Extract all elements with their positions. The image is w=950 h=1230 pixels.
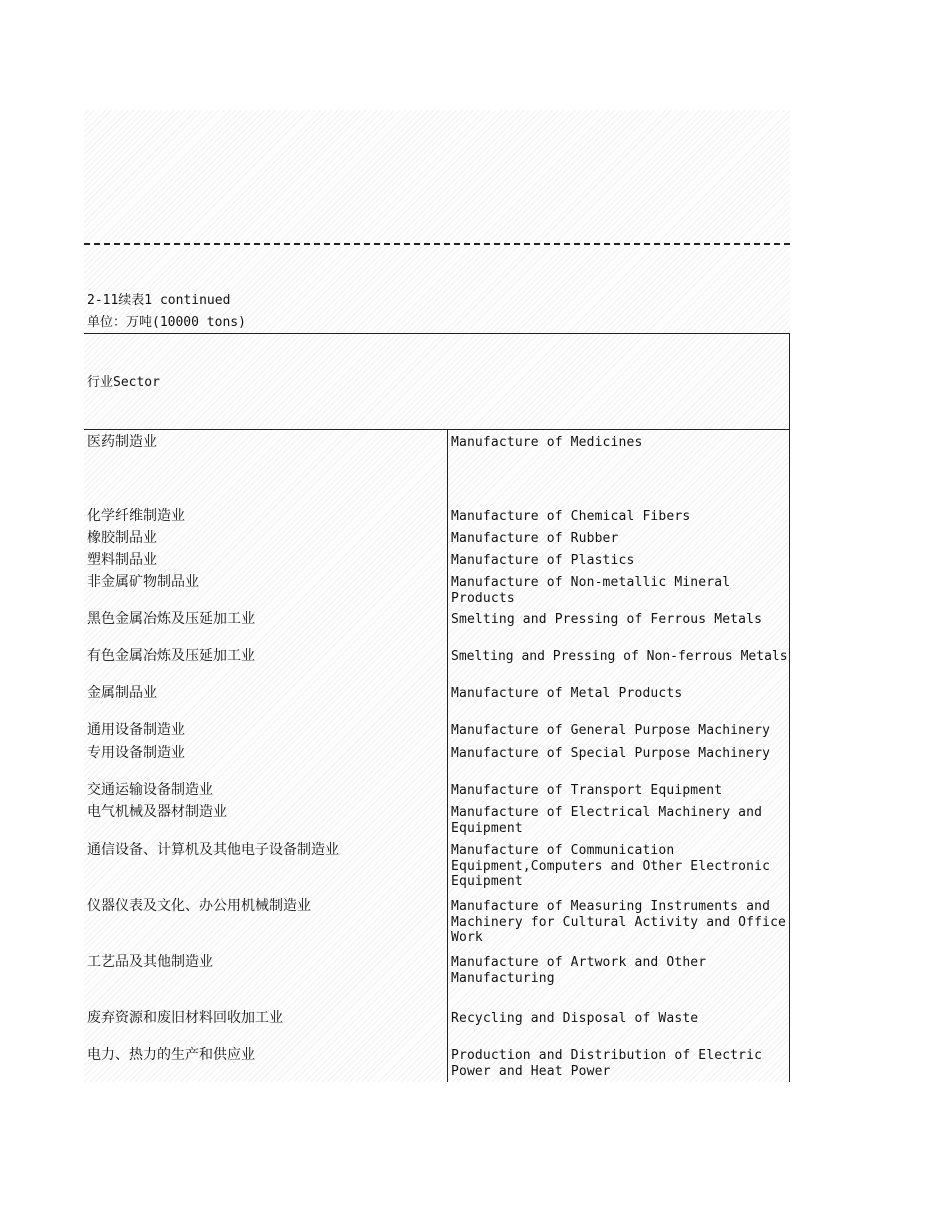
row-en: Manufacture of Non-metallic Mineral Products <box>451 575 731 606</box>
page-break-line <box>84 243 790 245</box>
row-en: Manufacture of Measuring Instruments and Machinery for Cultural Activity and Office Work <box>451 899 787 945</box>
row-zh: 黑色金属冶炼及压延加工业 <box>87 611 255 627</box>
row-zh: 专用设备制造业 <box>87 745 185 761</box>
row-en: Production and Distribution of Electric Power and Heat Power <box>451 1048 763 1079</box>
row-zh: 化学纤维制造业 <box>87 508 185 524</box>
row-zh: 通用设备制造业 <box>87 722 185 738</box>
table-title: 2-11续表1 continued <box>87 293 231 308</box>
row-zh: 仪器仪表及文化、办公用机械制造业 <box>87 898 311 914</box>
table-unit: 单位：万吨(10000 tons) <box>87 315 246 330</box>
table-header <box>84 333 790 430</box>
row-en: Recycling and Disposal of Waste <box>451 1011 699 1026</box>
row-zh: 橡胶制品业 <box>87 530 157 546</box>
row-zh: 电力、热力的生产和供应业 <box>87 1047 255 1063</box>
row-zh: 电气机械及器材制造业 <box>87 804 227 820</box>
row-en: Manufacture of Electrical Machinery and Equipment <box>451 805 763 836</box>
row-zh: 通信设备、计算机及其他电子设备制造业 <box>87 842 339 858</box>
row-en: Manufacture of Rubber <box>451 531 619 546</box>
row-zh: 医药制造业 <box>87 434 157 450</box>
header-sector-label: 行业Sector <box>87 375 160 390</box>
row-en: Manufacture of Transport Equipment <box>451 783 723 798</box>
row-zh: 工艺品及其他制造业 <box>87 954 213 970</box>
row-en: Manufacture of Artwork and Other Manufacturing <box>451 955 707 986</box>
row-en: Manufacture of Special Purpose Machinery <box>451 746 771 761</box>
row-en: Manufacture of Metal Products <box>451 686 683 701</box>
row-en: Smelting and Pressing of Non-ferrous Metals <box>451 649 788 664</box>
row-zh: 交通运输设备制造业 <box>87 782 213 798</box>
row-en: Manufacture of Communication Equipment,Computers and Other Electronic Equipment <box>451 843 771 889</box>
row-en: Smelting and Pressing of Ferrous Metals <box>451 612 763 627</box>
row-en: Manufacture of Medicines <box>451 435 643 450</box>
row-zh: 金属制品业 <box>87 685 157 701</box>
row-zh: 废弃资源和废旧材料回收加工业 <box>87 1010 283 1026</box>
row-zh: 有色金属冶炼及压延加工业 <box>87 648 255 664</box>
row-en: Manufacture of Plastics <box>451 553 635 568</box>
column-divider <box>447 430 448 1082</box>
row-zh: 塑料制品业 <box>87 552 157 568</box>
row-zh: 非金属矿物制品业 <box>87 574 199 590</box>
row-en: Manufacture of Chemical Fibers <box>451 509 691 524</box>
row-en: Manufacture of General Purpose Machinery <box>451 723 771 738</box>
table-right-border <box>789 430 790 1082</box>
